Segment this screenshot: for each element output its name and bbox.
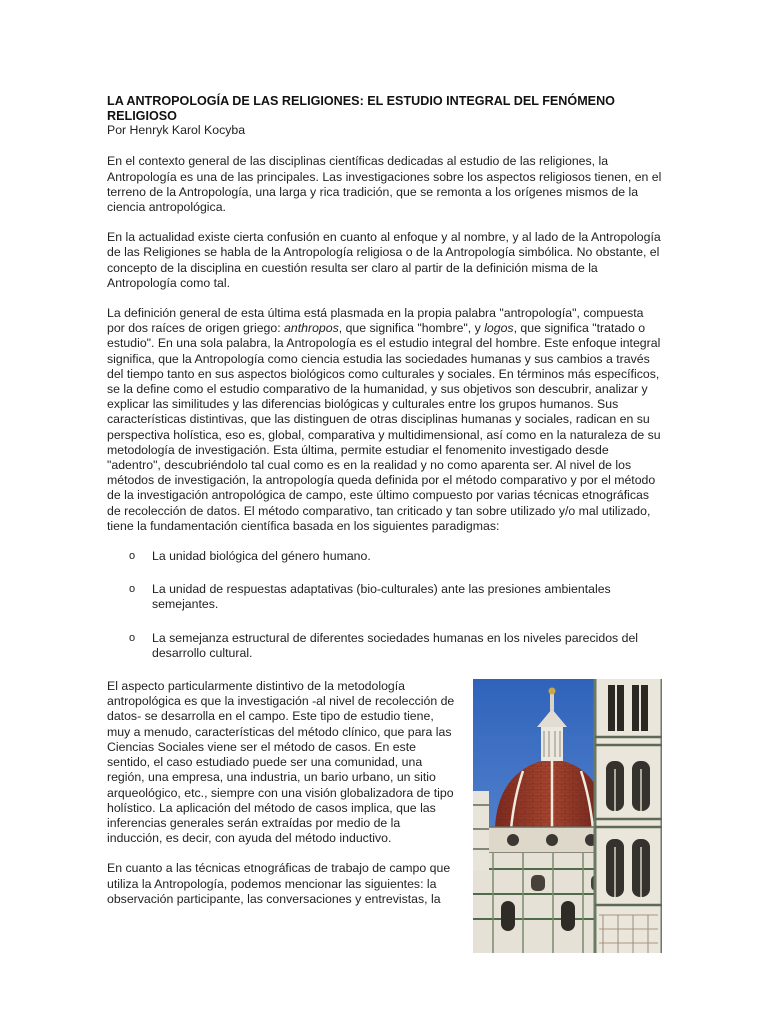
list-item-text: La semejanza estructural de diferentes sociedades humanas en los niveles parecidos del desarrollo cultural. [152,630,639,660]
paragraph-definition [107,306,663,534]
bell-tower [595,679,662,953]
term-anthropos: anthropos [284,321,339,336]
article-byline: Por Henryk Karol Kocyba [107,123,246,138]
left-column [107,679,457,907]
bullet-marker: o [129,583,136,596]
article-title: LA ANTROPOLOGÍA DE LAS RELIGIONES: EL ESTUDIO INTEGRAL DEL FENÓMENO RELIGIOSO [107,94,615,123]
paradigm-list [107,549,663,661]
definition-text-1: La definición general de esta última está plasmada en la propia palabra "antropología", compuesta por dos raíces de origen griego: [107,306,644,336]
paragraph-confusion: En la actualidad existe cierta confusión en cuanto al enfoque y al nombre, y al lado de la Antropología de las Religiones se habla de la Antropología religiosa o de la Antropología simbólica. No obstante, el concepto de la disciplina en cuestión resulta ser claro al partir de la definición misma de la Antropología como tal. [107,230,661,290]
paragraph-intro: En el contexto general de las disciplinas científicas dedicadas al estudio de las religiones, la Antropología es una de las principales. Las investigaciones sobre los aspectos religiosos tienen, en el terreno de la Antropología, una larga y rica tradición, que se remonta a los orígenes mismos de la ciencia antropológica. [107,154,662,214]
list-item [107,631,663,661]
list-item [107,582,663,612]
list-item [107,549,663,564]
definition-text-2: , que significa "hombre", y [338,321,485,336]
list-item-text: La unidad de respuestas adaptativas (bio-culturales) ante las presiones ambientales semejantes. [152,582,611,612]
bullet-marker: o [129,550,136,563]
definition-text-3: , que significa "tratado o estudio". En una sola palabra, la Antropología es el estudio integral del hombre. Este enfoque integral significa, que la Antropología como ciencia estudia las sociedades humanas y sus cambios a través del tiempo tanto en sus aspectos biológicos como culturales y sociales. En términos más específicos, se la define como el estudio comparativo de la humanidad, y sus objetivos son descubrir, analizar y explicar las similitudes y las diferencias biológicas y culturales entre los grupos humanos. Sus características distintivas, que las distinguen de otras disciplinas humanas y sociales, radican en su perspectiva holística, eso es, global, comparativa y multidimensional, así como en la naturaleza de su metodología de investigación. Esta última, permite estudiar el fenomenito investigado desde "adentro", descubriéndolo tal cual como es en la realidad y no como aparenta ser. Al nivel de los métodos de investigación, la antropología queda definida por el método comparativo y por el método de la investigación antropológica de campo, este último compuesto por varias técnicas etnográficas de recolección de datos. El método comparativo, tan criticado y tan sobre utilizado y/o mal utilizado, tiene la fundamentación científica basada en los siguientes paradigmas: [107,321,661,533]
term-logos: logos [484,321,514,336]
paragraph-techniques: En cuanto a las técnicas etnográficas de trabajo de campo que utiliza la Antropología, podemos mencionar las siguientes: la observación participante, las conversaciones y entrevistas, la [107,861,451,906]
article-body [107,94,663,922]
cathedral-photo [473,679,662,953]
bullet-marker: o [129,631,136,644]
paragraph-methodology: El aspecto particularmente distintivo de la metodología antropológica es que la investigación -al nivel de recolección de datos- se desarrolla en el campo. Este tipo de estudio tiene, muy a menudo, características del método clínico, que para las Ciencias Sociales viene ser el método de casos. En este sentido, el caso estudiado puede ser una comunidad, una región, una empresa, una industria, un bario urbano, un sitio arqueológico, etc., siempre con una visión globalizadora de tipo holístico. La aplicación del método de casos implica, que las inferencias generales serán extraídas por medio de la inducción, es decir, con ayuda del método inductivo. [107,679,455,846]
list-item-text: La unidad biológica del género humano. [152,549,371,564]
text-with-photo [107,679,663,907]
cathedral-illustration [473,679,662,953]
